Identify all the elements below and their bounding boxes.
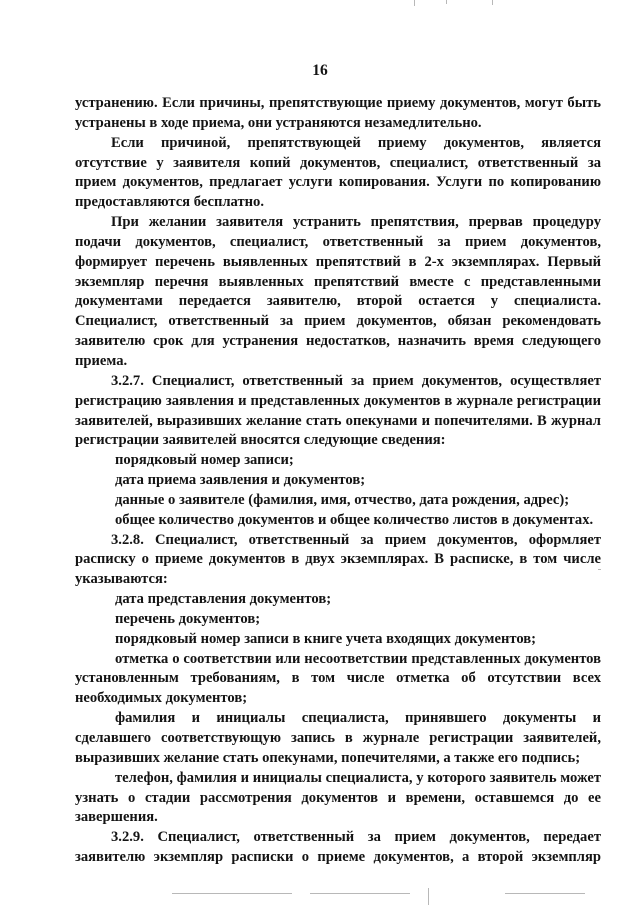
list-item: данные о заявителе (фамилия, имя, отчество, дата рождения, адрес); — [115, 491, 570, 508]
list-item: порядковый номер записи; — [115, 452, 294, 469]
section-3-2-7: 3.2.7. Специалист, ответственный за прием документов, осуществляет регистрацию заявления и представленных документов в журнале регистрации заявителей, выразивших желание стать опекунами и попечителями. В журнал регистрации заявителей вносятся следующие сведения: — [75, 372, 601, 449]
list-item: общее количество документов и общее количество листов в документах. — [115, 511, 594, 528]
section-3-2-9: 3.2.9. Специалист, ответственный за прием документов, передает заявителю экземпляр расписки о приеме документов, а второй экземпляр — [75, 829, 601, 866]
scan-artifact-bottom — [172, 893, 292, 894]
scan-artifact-bottom — [310, 893, 410, 894]
section-3-2-8: 3.2.8. Специалист, ответственный за прием документов, оформляет расписку о приеме документов в двух экземплярах. В расписке, в том числе указываются: — [75, 531, 601, 588]
scan-artifact-top — [414, 0, 415, 6]
scan-artifact-top — [446, 0, 447, 4]
list-item: порядковый номер записи в книге учета входящих документов; — [115, 630, 537, 647]
paragraph: При желании заявителя устранить препятствия, прервав процедуру подачи документов, специалист, ответственный за прием документов, формирует перечень выявленных препятствий в 2-х экземплярах. Первый экземпляр перечня выявленных препятствий вместе с представленными документами передается заявителю, второй остается у специалиста. Специалист, ответственный за прием документов, обязан рекомендовать заявителю срок для устранения недостатков, назначить время следующего приема. — [75, 214, 601, 369]
scan-artifact-bottom — [428, 888, 429, 905]
scan-artifact-top — [492, 0, 493, 5]
list-item: дата представления документов; — [115, 591, 332, 608]
paragraph: устранению. Если причины, препятствующие приему документов, могут быть устранены в ходе приема, они устраняются незамедлительно. — [75, 95, 601, 131]
list-item: отметка о соответствии или несоответствии представленных документов установленным требованиям, в том числе отметка об отсутствии всех необходимых документов; — [75, 650, 601, 707]
page-number: 16 — [312, 62, 328, 79]
scan-artifact-bottom — [505, 893, 585, 894]
list-item: дата приема заявления и документов; — [115, 472, 366, 489]
list-item: перечень документов; — [115, 610, 261, 627]
list-item: фамилия и инициалы специалиста, принявшего документы и сделавшего соответствующую запись в журнале регистрации заявителей, выразивших желание стать опекунами, попечителями, а также его подпись; — [75, 710, 601, 766]
list-item: телефон, фамилия и инициалы специалиста, у которого заявитель может узнать о стадии рассмотрения документов и времени, оставшемся до ее завершения. — [75, 769, 601, 826]
paragraph: Если причиной, препятствующей приему документов, является отсутствие у заявителя копий документов, специалист, ответственный за прием документов, предлагает услуги копирования. Услуги по копированию предоставляются бесплатно. — [75, 134, 601, 211]
document-body — [75, 94, 601, 868]
